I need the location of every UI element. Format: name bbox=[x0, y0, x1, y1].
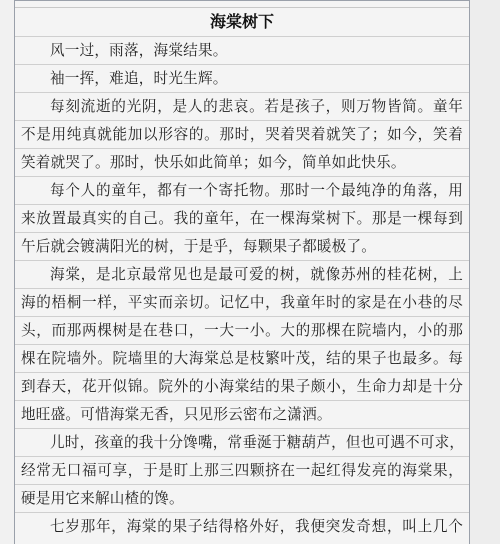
text-line: 来放置最真实的自己。我的童年，在一棵海棠树下。那是一棵每到 bbox=[15, 204, 469, 232]
text-line: 笑着就哭了。那时，快乐如此简单；如今，简单如此快乐。 bbox=[15, 148, 469, 176]
text-line: 海棠，是北京最常见也是最可爱的树，就像苏州的桂花树，上 bbox=[15, 260, 469, 288]
text-line: 硬是用它来解山楂的馋。 bbox=[15, 484, 469, 512]
text-line: 头，而那两棵树是在巷口，一大一小。大的那棵在院墙内，小的那 bbox=[15, 316, 469, 344]
text-line: 不是用纯真就能加以形容的。那时，哭着哭着就笑了；如今，笑着 bbox=[15, 120, 469, 148]
document-page bbox=[14, 0, 470, 544]
document-body bbox=[15, 36, 469, 540]
text-line: 每个人的童年，都有一个寄托物。那时一个最纯净的角落，用 bbox=[15, 176, 469, 204]
page-margin bbox=[470, 0, 500, 544]
text-line: 每刻流逝的光阴，是人的悲哀。若是孩子，则万物皆简。童年 bbox=[15, 92, 469, 120]
document-title: 海棠树下 bbox=[15, 7, 469, 36]
text-line: 风一过，雨落，海棠结果。 bbox=[15, 36, 469, 64]
text-line: 海的梧桐一样，平实而亲切。记忆中，我童年时的家是在小巷的尽 bbox=[15, 288, 469, 316]
text-line: 地旺盛。可惜海棠无香，只见形云密布之潇洒。 bbox=[15, 400, 469, 428]
text-line: 午后就会镀满阳光的树，于是乎，每颗果子都暖极了。 bbox=[15, 232, 469, 260]
text-line: 棵在院墙外。院墙里的大海棠总是枝繁叶茂，结的果子也最多。每 bbox=[15, 344, 469, 372]
text-line: 儿时，孩童的我十分馋嘴，常垂涎于糖葫芦，但也可遇不可求， bbox=[15, 428, 469, 456]
text-line: 七岁那年，海棠的果子结得格外好，我便突发奇想，叫上几个 bbox=[15, 512, 469, 540]
text-line: 经常无口福可享，于是盯上那三四颗挤在一起红得发亮的海棠果， bbox=[15, 456, 469, 484]
text-line: 到春天，花开似锦。院外的小海棠结的果子颇小，生命力却是十分 bbox=[15, 372, 469, 400]
text-line: 袖一挥，难追，时光生辉。 bbox=[15, 64, 469, 92]
